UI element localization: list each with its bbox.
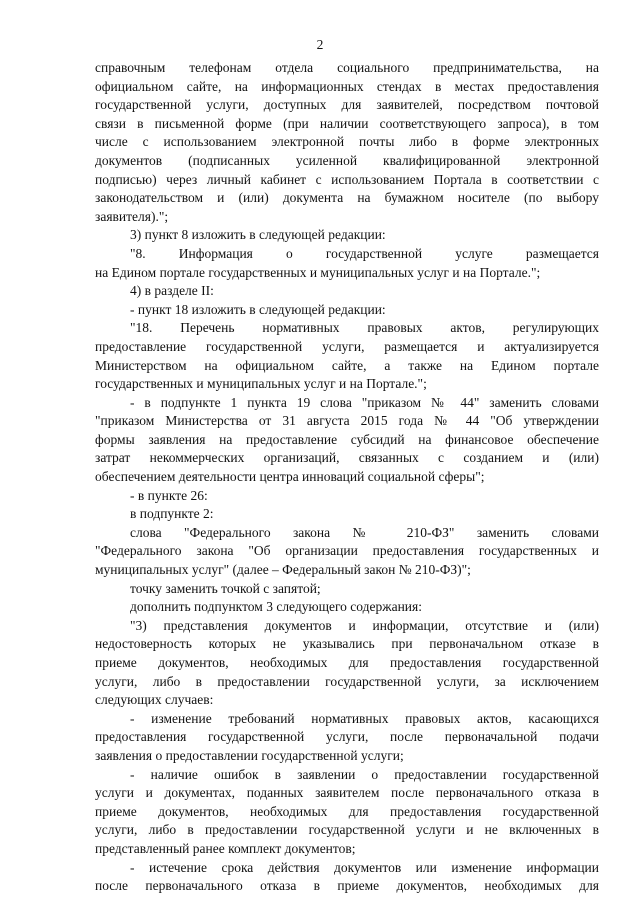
text-line: услуги и документах, поданных заявителем после первоначального отказа в (95, 785, 599, 801)
text-line: - истечение срока действия документов или изменение информации (130, 859, 599, 875)
text-line: "18. Перечень нормативных правовых актов, регулирующих (130, 320, 599, 336)
text-line: - пункт 18 изложить в следующей редакции: (130, 301, 386, 317)
text-line: - изменение требований нормативных правовых актов, касающихся (130, 710, 599, 726)
text-line: услуги, либо в предоставлении государственной услуги и не включенных в (95, 822, 599, 838)
text-line: справочным телефонам отдела социального предпринимательства, на (95, 60, 599, 75)
text-line: - наличие ошибок в заявлении о предоставлении государственной (130, 766, 599, 782)
text-line: официальном сайте, на информационных стендах в местах предоставления (95, 78, 599, 94)
text-line: "Федерального закона "Об организации предоставления государственных и (95, 543, 599, 559)
text-line: приеме документов, необходимых для предоставления государственной (95, 803, 599, 819)
text-line: предоставления государственной услуги, после первоначальной подачи (95, 729, 599, 745)
text-line: "приказом Министерства от 31 августа 2015 года № 44 "Об утверждении (95, 413, 599, 429)
text-line: подписью) через личный кабинет с использованием Портала в соответствии с (95, 171, 599, 187)
text-line: заявления о предоставлении государственной услуги; (95, 747, 404, 763)
page-number: 2 (316, 37, 324, 52)
text-line: "3) представления документов и информации, отсутствие и (или) (130, 617, 599, 633)
text-line: слова "Федерального закона № 210-ФЗ" заменить словами (130, 524, 599, 540)
text-line: документов (подписанных усиленной квалифицированной электронной (95, 152, 599, 168)
text-line: числе с использованием электронной почты либо в форме электронных (95, 134, 599, 150)
text-line: муниципальных услуг" (далее – Федеральный закон № 210-ФЗ)"; (95, 562, 471, 578)
text-line: - в подпункте 1 пункта 19 слова "приказом № 44" заменить словами (130, 394, 599, 410)
text-line: дополнить подпунктом 3 следующего содержания: (130, 599, 422, 615)
text-line: государственных и муниципальных услуг и на Портале."; (95, 376, 427, 392)
text-line: предоставление государственной услуги, размещается и актуализируется (95, 338, 599, 354)
text-line: затрат некоммерческих организаций, связанных с созданием и (или) (95, 450, 599, 466)
text-line: услуги, либо в предоставлении государственной услуги, за исключением (95, 673, 599, 689)
text-line: - в пункте 26: (130, 487, 208, 503)
text-line: заявителя)."; (95, 208, 169, 224)
text-line: государственной услуги, доступных для заявителей, посредством почтовой (95, 97, 599, 113)
text-line: в подпункте 2: (130, 506, 214, 522)
text-line: представленный ранее комплект документов; (95, 840, 356, 856)
text-line: Министерством на официальном сайте, а также на Едином портале (95, 357, 599, 373)
text-line: формы заявления на предоставление субсидий на финансовое обеспечение (95, 431, 599, 447)
text-line: следующих случаев: (95, 692, 214, 708)
text-line: приеме документов, необходимых для предоставления государственной (95, 655, 599, 670)
text-line: "8. Информация о государственной услуге размещается (130, 245, 599, 261)
text-line: обеспечением деятельности центра инноваций социальной сферы"; (95, 469, 485, 485)
text-line: 4) в разделе II: (130, 283, 214, 299)
document-body (95, 59, 599, 896)
text-line: после первоначального отказа в приеме документов, необходимых для (95, 878, 599, 894)
text-line: 3) пункт 8 изложить в следующей редакции: (130, 227, 386, 243)
text-line: законодательством и (или) документа на бумажном носителе (по выбору (95, 190, 599, 206)
text-line: точку заменить точкой с запятой; (130, 580, 321, 596)
text-line: на Едином портале государственных и муниципальных услуг и на Портале."; (95, 264, 541, 280)
text-line: недостоверность которых не указывались при первоначальном отказе в (95, 636, 599, 652)
text-line: связи в письменной форме (при наличии соответствующего запроса), в том (95, 115, 599, 131)
